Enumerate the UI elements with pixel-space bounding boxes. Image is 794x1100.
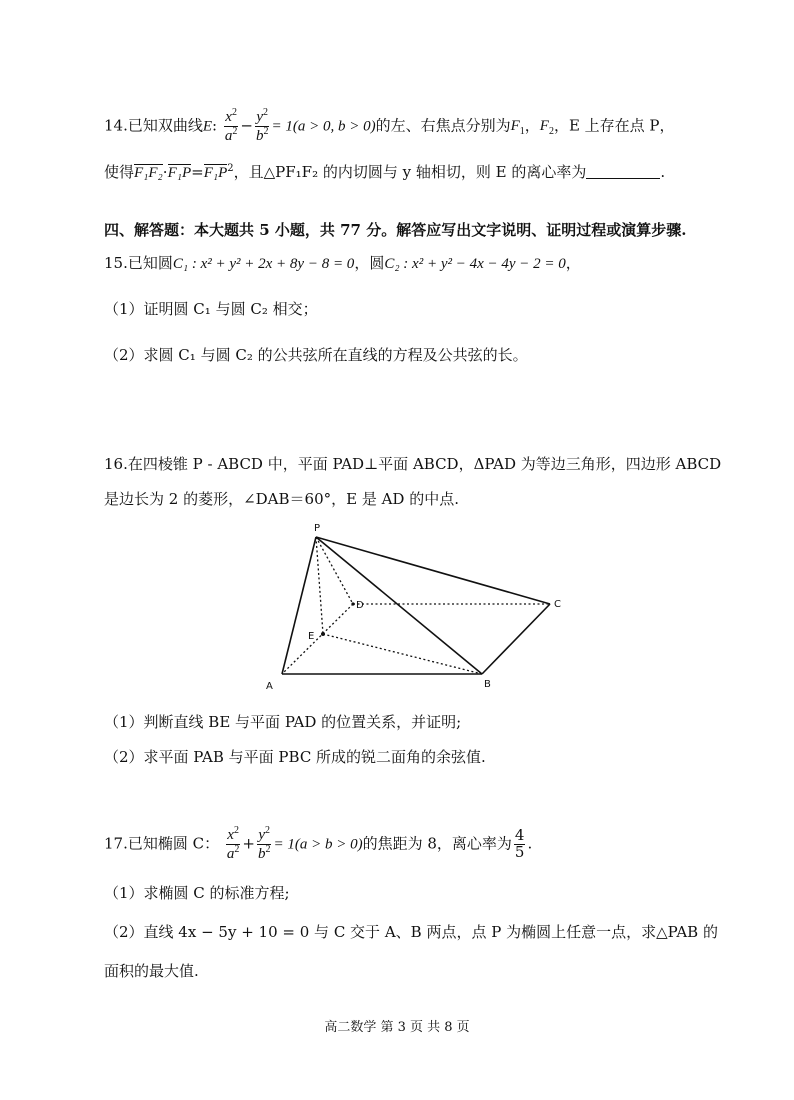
- q15-c2-eq: C₂ : x² + y² − 4x − 4y − 2 = 0: [384, 256, 566, 272]
- q17-eq-rest: = 1(a > b > 0): [273, 836, 363, 853]
- q17-eccentricity: [514, 828, 526, 861]
- q14-F2-letter: F: [539, 118, 549, 135]
- q17-part2-line2: 面积的最大值.: [104, 962, 199, 980]
- q14-vec1: F₁F₂: [134, 165, 163, 181]
- segment-PE: [316, 537, 323, 634]
- edge-PA: [282, 537, 316, 674]
- q14-equals: =: [191, 163, 204, 181]
- edge-PC: [316, 537, 550, 604]
- q14-F1: $F_1$: [510, 118, 525, 138]
- q17-frac-y: $\frac{y^2}{b^2}$: [257, 825, 271, 862]
- q14-frac-x: $\frac{x^2}{a^2}$: [224, 107, 238, 144]
- q17-frac1-den: a: [226, 845, 235, 862]
- q14-curve-name: E: [202, 118, 213, 135]
- label-C: C: [554, 599, 561, 610]
- q14-line2: 使得$F_1F_2\cdot F_1P=F_1P^2$，且△PF₁F₂ 的内切圆与 y 轴相切，则 E 的离心率为 .: [104, 163, 666, 181]
- q16-part2: （2）求平面 PAB 与平面 PBC 所成的锐二面角的余弦值.: [104, 748, 486, 766]
- q17-frac2-den: b: [257, 845, 266, 862]
- label-P: P: [314, 523, 321, 534]
- point-D-dot: [351, 602, 354, 605]
- q14-vec2: F₁P: [167, 165, 192, 181]
- q17-ecc-den: 5: [514, 842, 525, 861]
- q14-minus: −: [240, 116, 253, 135]
- q16-stem-line2: 是边长为 2 的菱形，∠DAB＝60°，E 是 AD 的中点.: [104, 490, 459, 508]
- label-E: E: [308, 631, 315, 642]
- q16-part1: （1）判断直线 BE 与平面 PAD 的位置关系，并证明;: [104, 713, 462, 731]
- q17-plus: +: [242, 834, 255, 853]
- q14-F2: $F_2$: [539, 118, 554, 138]
- q14-line2-prefix: 使得: [104, 163, 135, 181]
- q14-frac2-num: y: [256, 109, 264, 125]
- q17-text-a: 的焦距为 8，离心率为: [362, 834, 512, 853]
- q17-frac-x: $\frac{x^2}{a^2}$: [226, 825, 240, 862]
- q14-frac1-den: a: [224, 127, 233, 144]
- label-D: D: [356, 600, 364, 611]
- q16-stem-line1: 16.在四棱锥 P - ABCD 中，平面 PAD⊥平面 ABCD，ΔPAD 为等边三角形，四边形 ABCD: [104, 455, 722, 473]
- pyramid-figure: [255, 518, 575, 693]
- q14-text-c: ，且△PF₁F₂ 的内切圆与 y 轴相切，则 E 的离心率为: [233, 163, 587, 181]
- q14-text-a: 的左、右焦点分别为: [375, 116, 511, 135]
- q14-period: .: [660, 163, 666, 181]
- q17-period: .: [527, 834, 533, 853]
- q17-part2-line1: （2）直线 4x − 5y + 10 = 0 与 C 交于 A、B 两点，点 P 为椭圆上任意一点，求△PAB 的: [104, 923, 718, 941]
- q17-stem: [104, 826, 532, 863]
- q17-part1: （1）求椭圆 C 的标准方程;: [104, 884, 290, 902]
- q15-stem-b: ，圆: [354, 254, 385, 272]
- q17-frac1-num: x: [227, 827, 234, 843]
- label-A: A: [266, 681, 273, 692]
- q14-frac-y: $\frac{y^2}{b^2}$: [255, 107, 269, 144]
- q15-part1: （1）证明圆 C₁ 与圆 C₂ 相交；: [104, 300, 318, 318]
- q15-stem: [104, 254, 581, 273]
- q14-line1: [104, 108, 675, 145]
- q17-prefix: 17.已知椭圆 C：: [104, 834, 220, 853]
- q14-text-b: ，E 上存在点 P，: [553, 116, 675, 135]
- q14-prefix: 14.已知双曲线: [104, 116, 203, 135]
- q14-answer-blank[interactable]: [586, 164, 660, 179]
- q17-ecc-num: 4: [514, 826, 525, 844]
- q14-frac1-num: x: [225, 109, 232, 125]
- edge-BC: [482, 604, 550, 674]
- q15-stem-a: 15.已知圆: [104, 254, 173, 272]
- q14-colon: :: [212, 116, 218, 135]
- section4-heading: 四、解答题：本大题共 5 小题，共 77 分。解答应写出文字说明、证明过程或演算步骤.: [104, 221, 687, 239]
- q15-stem-c: ，: [565, 254, 581, 272]
- edge-PD: [316, 537, 353, 604]
- q14-comma: ，: [524, 116, 540, 135]
- q14-eq-rest: = 1(a > 0, b > 0): [271, 118, 376, 135]
- q14-vec3: F₁P: [203, 165, 228, 181]
- q14-dot: ·: [162, 163, 168, 181]
- q17-frac2-num: y: [258, 827, 266, 843]
- label-B: B: [484, 679, 491, 690]
- point-E-dot: [321, 632, 325, 636]
- q15-c1-eq: C₁ : x² + y² + 2x + 8y − 8 = 0: [172, 256, 355, 272]
- page-footer: 高二数学 第 3 页 共 8 页: [324, 1020, 470, 1035]
- q14-F1-letter: F: [510, 118, 520, 135]
- q15-part2: （2）求圆 C₁ 与圆 C₂ 的公共弦所在直线的方程及公共弦的长。: [104, 346, 528, 364]
- q14-frac2-den: b: [255, 127, 264, 144]
